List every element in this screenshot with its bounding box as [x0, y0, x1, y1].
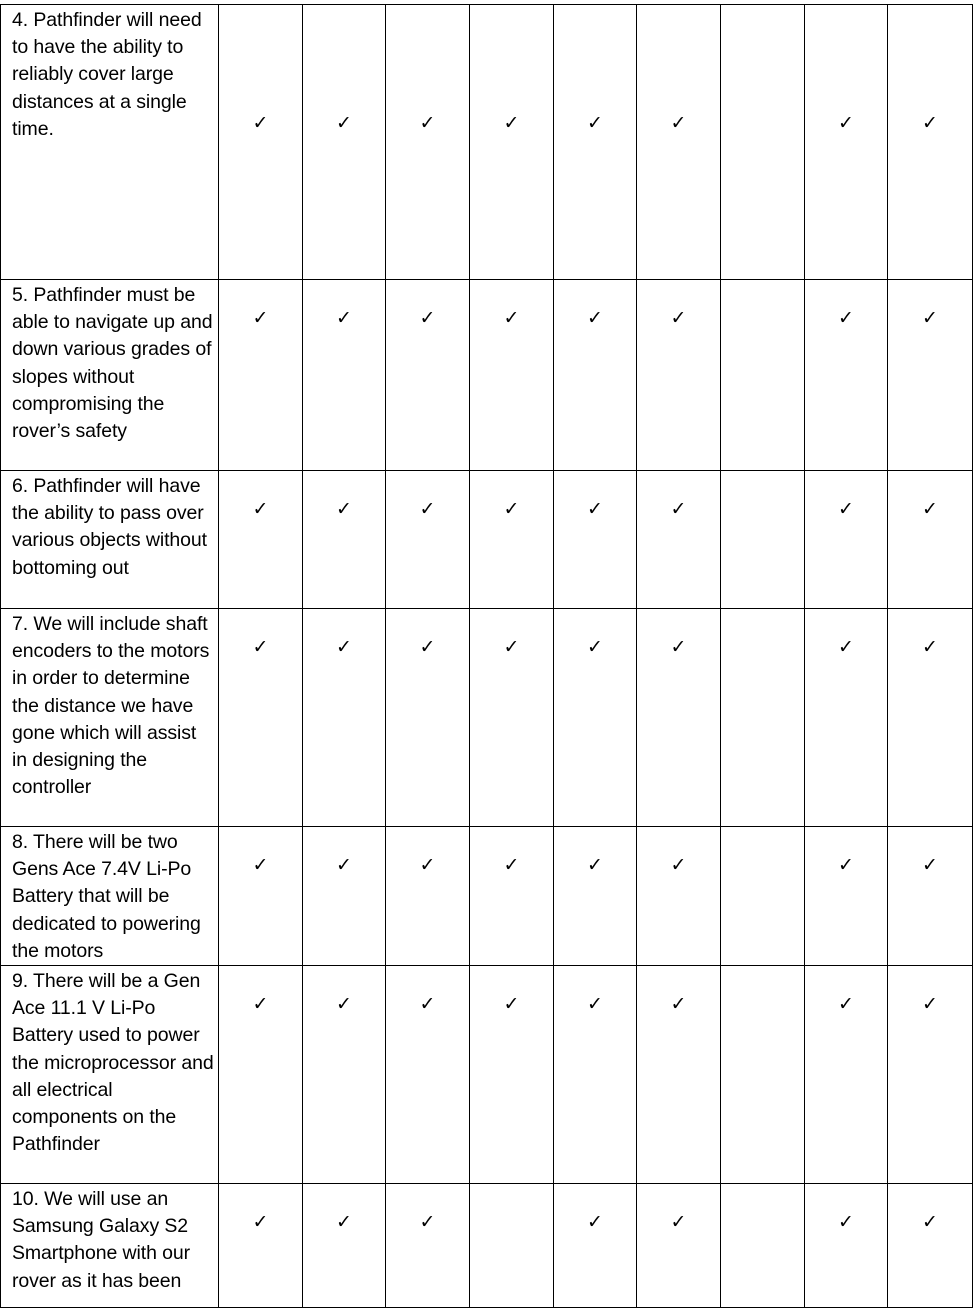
check-cell: [303, 5, 386, 280]
check-cell: [721, 5, 805, 280]
check-cell: [554, 5, 637, 280]
check-cell: [888, 280, 973, 471]
check-cell: [888, 1184, 973, 1308]
checkmark-icon: ✓: [838, 307, 854, 329]
checkmark-icon: ✓: [922, 307, 938, 329]
checkmark-icon: ✓: [922, 498, 938, 520]
matrix-body: [1, 5, 973, 1308]
check-cell: [470, 471, 554, 609]
checkmark-icon: ✓: [670, 854, 687, 876]
check-cell: [721, 280, 805, 471]
checkmark-icon: ✓: [922, 1211, 938, 1234]
table-row: [1, 966, 973, 1184]
checkmark-icon: ✓: [587, 993, 603, 1016]
checkmark-icon: ✓: [336, 498, 352, 520]
check-cell: [805, 280, 888, 471]
check-cell: [721, 609, 805, 827]
checkmark-icon: ✓: [587, 854, 603, 876]
table-row: [1, 280, 973, 471]
check-cell: [386, 966, 470, 1184]
check-cell: [554, 280, 637, 471]
check-cell: [470, 280, 554, 471]
check-cell: [219, 280, 303, 471]
check-cell: [470, 609, 554, 827]
checkmark-icon: ✓: [503, 498, 520, 520]
checkmark-icon: ✓: [587, 498, 603, 520]
checkmark-icon: ✓: [838, 498, 854, 520]
checkmark-icon: ✓: [838, 636, 854, 658]
checkmark-icon: ✓: [252, 498, 269, 520]
checkmark-icon: ✓: [336, 636, 352, 658]
check-cell: [721, 827, 805, 966]
checkmark-icon: ✓: [419, 112, 436, 134]
check-cell: [470, 5, 554, 280]
checkmark-icon: ✓: [670, 636, 687, 658]
checkmark-icon: ✓: [252, 993, 269, 1016]
check-cell: [303, 609, 386, 827]
check-cell: [554, 609, 637, 827]
requirement-cell: 8. There will be two Gens Ace 7.4V Li-Po Battery that will be dedicated to powering the motors: [1, 827, 219, 966]
check-cell: [303, 966, 386, 1184]
table-row: [1, 471, 973, 609]
requirement-cell: 7. We will include shaft encoders to the motors in order to determine the distance we have gone which will assist in designing the controller: [1, 609, 219, 827]
check-cell: [554, 471, 637, 609]
check-cell: [386, 280, 470, 471]
check-cell: [554, 827, 637, 966]
checkmark-icon: ✓: [419, 307, 436, 329]
table-row: [1, 5, 973, 280]
checkmark-icon: ✓: [503, 993, 520, 1016]
check-cell: [554, 1184, 637, 1308]
check-cell: [386, 471, 470, 609]
check-cell: [637, 1184, 721, 1308]
checkmark-icon: ✓: [252, 307, 269, 329]
check-cell: [637, 827, 721, 966]
checkmark-icon: ✓: [336, 112, 352, 134]
check-cell: [888, 966, 973, 1184]
checkmark-icon: ✓: [922, 112, 938, 134]
table-row: [1, 1184, 973, 1308]
check-cell: [386, 5, 470, 280]
check-cell: [805, 5, 888, 280]
checkmark-icon: ✓: [587, 636, 603, 658]
checkmark-icon: ✓: [503, 636, 520, 658]
checkmark-icon: ✓: [252, 636, 269, 658]
checkmark-icon: ✓: [419, 854, 436, 876]
checkmark-icon: ✓: [419, 1211, 436, 1234]
check-cell: [386, 1184, 470, 1308]
check-cell: [637, 966, 721, 1184]
checkmark-icon: ✓: [336, 854, 352, 876]
checkmark-icon: ✓: [336, 307, 352, 329]
check-cell: [303, 827, 386, 966]
check-cell: [805, 1184, 888, 1308]
check-cell: [805, 827, 888, 966]
checkmark-icon: ✓: [587, 1211, 603, 1234]
check-cell: [637, 280, 721, 471]
check-cell: [637, 609, 721, 827]
table-row: [1, 827, 973, 966]
requirement-cell: 4. Pathfinder will need to have the ability to reliably cover large distances at a single time.: [1, 5, 219, 280]
check-cell: [721, 471, 805, 609]
check-cell: [303, 471, 386, 609]
checkmark-icon: ✓: [670, 307, 687, 329]
checkmark-icon: ✓: [587, 112, 603, 134]
requirements-matrix: [0, 4, 973, 1308]
checkmark-icon: ✓: [503, 854, 520, 876]
requirement-cell: 6. Pathfinder will have the ability to pass over various objects without bottoming out: [1, 471, 219, 609]
checkmark-icon: ✓: [252, 1211, 269, 1234]
checkmark-icon: ✓: [503, 112, 520, 134]
check-cell: [721, 966, 805, 1184]
table-row: [1, 609, 973, 827]
checkmark-icon: ✓: [922, 993, 938, 1016]
check-cell: [219, 966, 303, 1184]
checkmark-icon: ✓: [838, 854, 854, 876]
check-cell: [888, 827, 973, 966]
checkmark-icon: ✓: [922, 854, 938, 876]
checkmark-icon: ✓: [838, 1211, 854, 1234]
check-cell: [386, 609, 470, 827]
checkmark-icon: ✓: [838, 993, 854, 1016]
checkmark-icon: ✓: [336, 1211, 352, 1234]
checkmark-icon: ✓: [336, 993, 352, 1016]
checkmark-icon: ✓: [252, 854, 269, 876]
checkmark-icon: ✓: [503, 307, 520, 329]
checkmark-icon: ✓: [670, 1211, 687, 1234]
check-cell: [805, 471, 888, 609]
check-cell: [805, 966, 888, 1184]
checkmark-icon: ✓: [419, 636, 436, 658]
check-cell: [888, 609, 973, 827]
checkmark-icon: ✓: [838, 112, 854, 134]
checkmark-icon: ✓: [922, 636, 938, 658]
checkmark-icon: ✓: [419, 498, 436, 520]
requirement-cell: 5. Pathfinder must be able to navigate up and down various grades of slopes without compromising the rover’s safety: [1, 280, 219, 471]
check-cell: [219, 471, 303, 609]
check-cell: [470, 1184, 554, 1308]
check-cell: [637, 5, 721, 280]
check-cell: [721, 1184, 805, 1308]
check-cell: [554, 966, 637, 1184]
check-cell: [219, 609, 303, 827]
checkmark-icon: ✓: [670, 112, 687, 134]
check-cell: [470, 827, 554, 966]
checkmark-icon: ✓: [670, 993, 687, 1016]
requirement-cell: 9. There will be a Gen Ace 11.1 V Li-Po Battery used to power the microprocessor and all electrical components on the Pathfinder: [1, 966, 219, 1184]
checkmark-icon: ✓: [419, 993, 436, 1016]
requirement-cell: 10. We will use an Samsung Galaxy S2 Smartphone with our rover as it has been: [1, 1184, 219, 1308]
checkmark-icon: ✓: [587, 307, 603, 329]
checkmark-icon: ✓: [670, 498, 687, 520]
check-cell: [888, 5, 973, 280]
check-cell: [303, 280, 386, 471]
check-cell: [219, 827, 303, 966]
check-cell: [386, 827, 470, 966]
check-cell: [219, 5, 303, 280]
check-cell: [219, 1184, 303, 1308]
checkmark-icon: ✓: [252, 112, 269, 134]
check-cell: [637, 471, 721, 609]
check-cell: [303, 1184, 386, 1308]
check-cell: [888, 471, 973, 609]
check-cell: [805, 609, 888, 827]
check-cell: [470, 966, 554, 1184]
